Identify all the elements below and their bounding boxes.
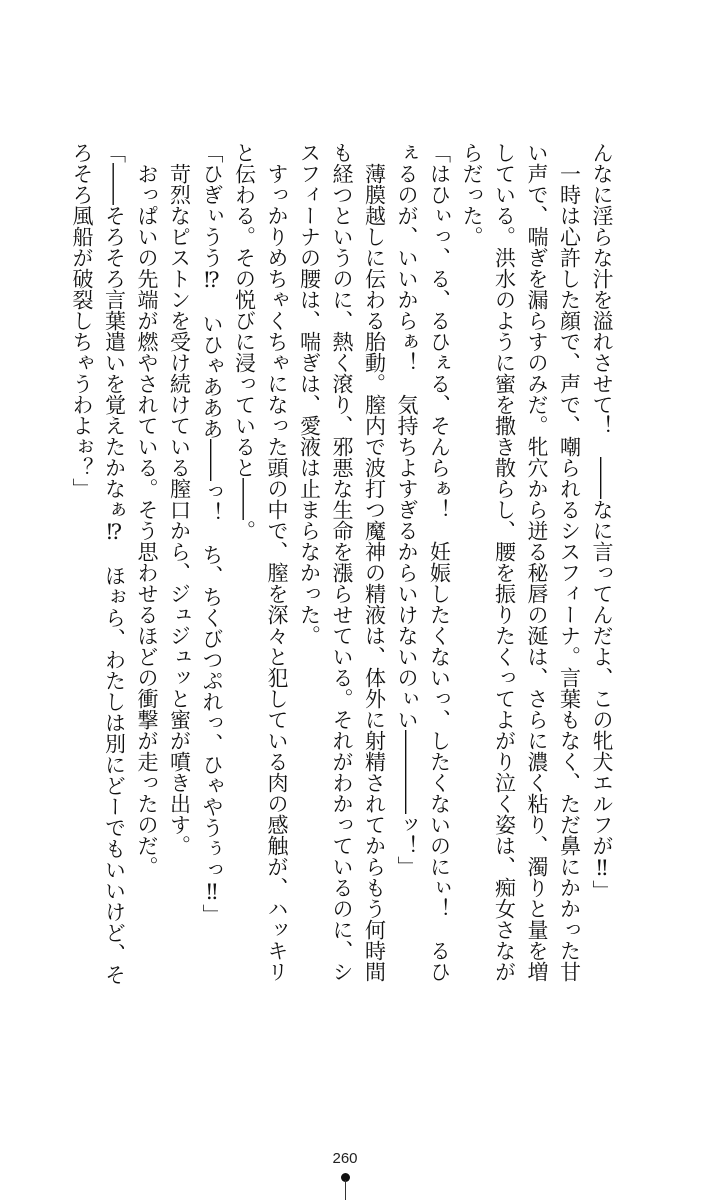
text-line: 一時は心許した顔で、声で、嘲られるシスフィーナ。言葉もなく、ただ鼻にかかった甘 bbox=[557, 142, 582, 982]
text-line: も経つというのに、熱く滾り、邪悪な生命を漲らせている。それがわかっているのに、シ bbox=[330, 142, 354, 982]
text-line: おっぱいの先端が燃やされている。そう思わせるほどの衝撃が走ったのだ。 bbox=[135, 142, 159, 877]
text-line: 「ひぎぃうう⁉ いひゃあああ――っ！ ち、ちくびつぷれっ、ひゃやうぅっ‼」 bbox=[200, 142, 224, 925]
text-line: している。洪水のように蜜を撒き散らし、腰を振りたくってよがり泣く姿は、痴女さなが bbox=[492, 142, 517, 982]
text-line: 「はひぃっ、る、るひぇる、そんらぁ！ 妊娠したくないっ、したくないのにぃ！ るひ bbox=[427, 142, 452, 982]
text-line: スフィーナの腰は、喘ぎは、愛液は止まらなかった。 bbox=[297, 142, 322, 646]
text-line: い声で、喘ぎを漏らすのみだ。牝穴から迸る秘唇の涎は、さらに濃く粘り、濁りと量を増 bbox=[525, 142, 549, 982]
text-line: んなに淫らな汁を溢れさせて！ ――なに言ってんだよ、この牝犬エルフが‼」 bbox=[590, 142, 614, 901]
body-text bbox=[66, 142, 619, 1002]
text-line: 苛烈なピストンを受け続けている膣口から、ジュジュッと蜜が噴き出す。 bbox=[167, 142, 192, 856]
text-line: ろそろ風船が破裂しちゃうわよぉ？」 bbox=[70, 142, 94, 499]
text-line: 薄膜越しに伝わる胎動。膣内で波打つ魔神の精液は、体外に射精されてからもう何時間 bbox=[362, 142, 387, 982]
text-line: らだった。 bbox=[460, 142, 484, 247]
text-line: ぇるのが、いいからぁ！ 気持ちよすぎるからいけないのぃい――――ッ！」 bbox=[395, 142, 419, 877]
text-line: と伝わる。その悦びに浸っていると――。 bbox=[232, 142, 257, 541]
page-number: 260 bbox=[332, 1150, 358, 1167]
text-line: 「――そろそろ言葉遣いを覚えたかなぁ⁉ ほぉら、わたしは別にどーでもいいけど、そ bbox=[102, 142, 127, 985]
text-line: すっかりめちゃくちゃになった頭の中で、膣を深々と犯している肉の感触が、ハッキリ bbox=[265, 142, 289, 982]
page-marker-line bbox=[345, 1180, 346, 1200]
